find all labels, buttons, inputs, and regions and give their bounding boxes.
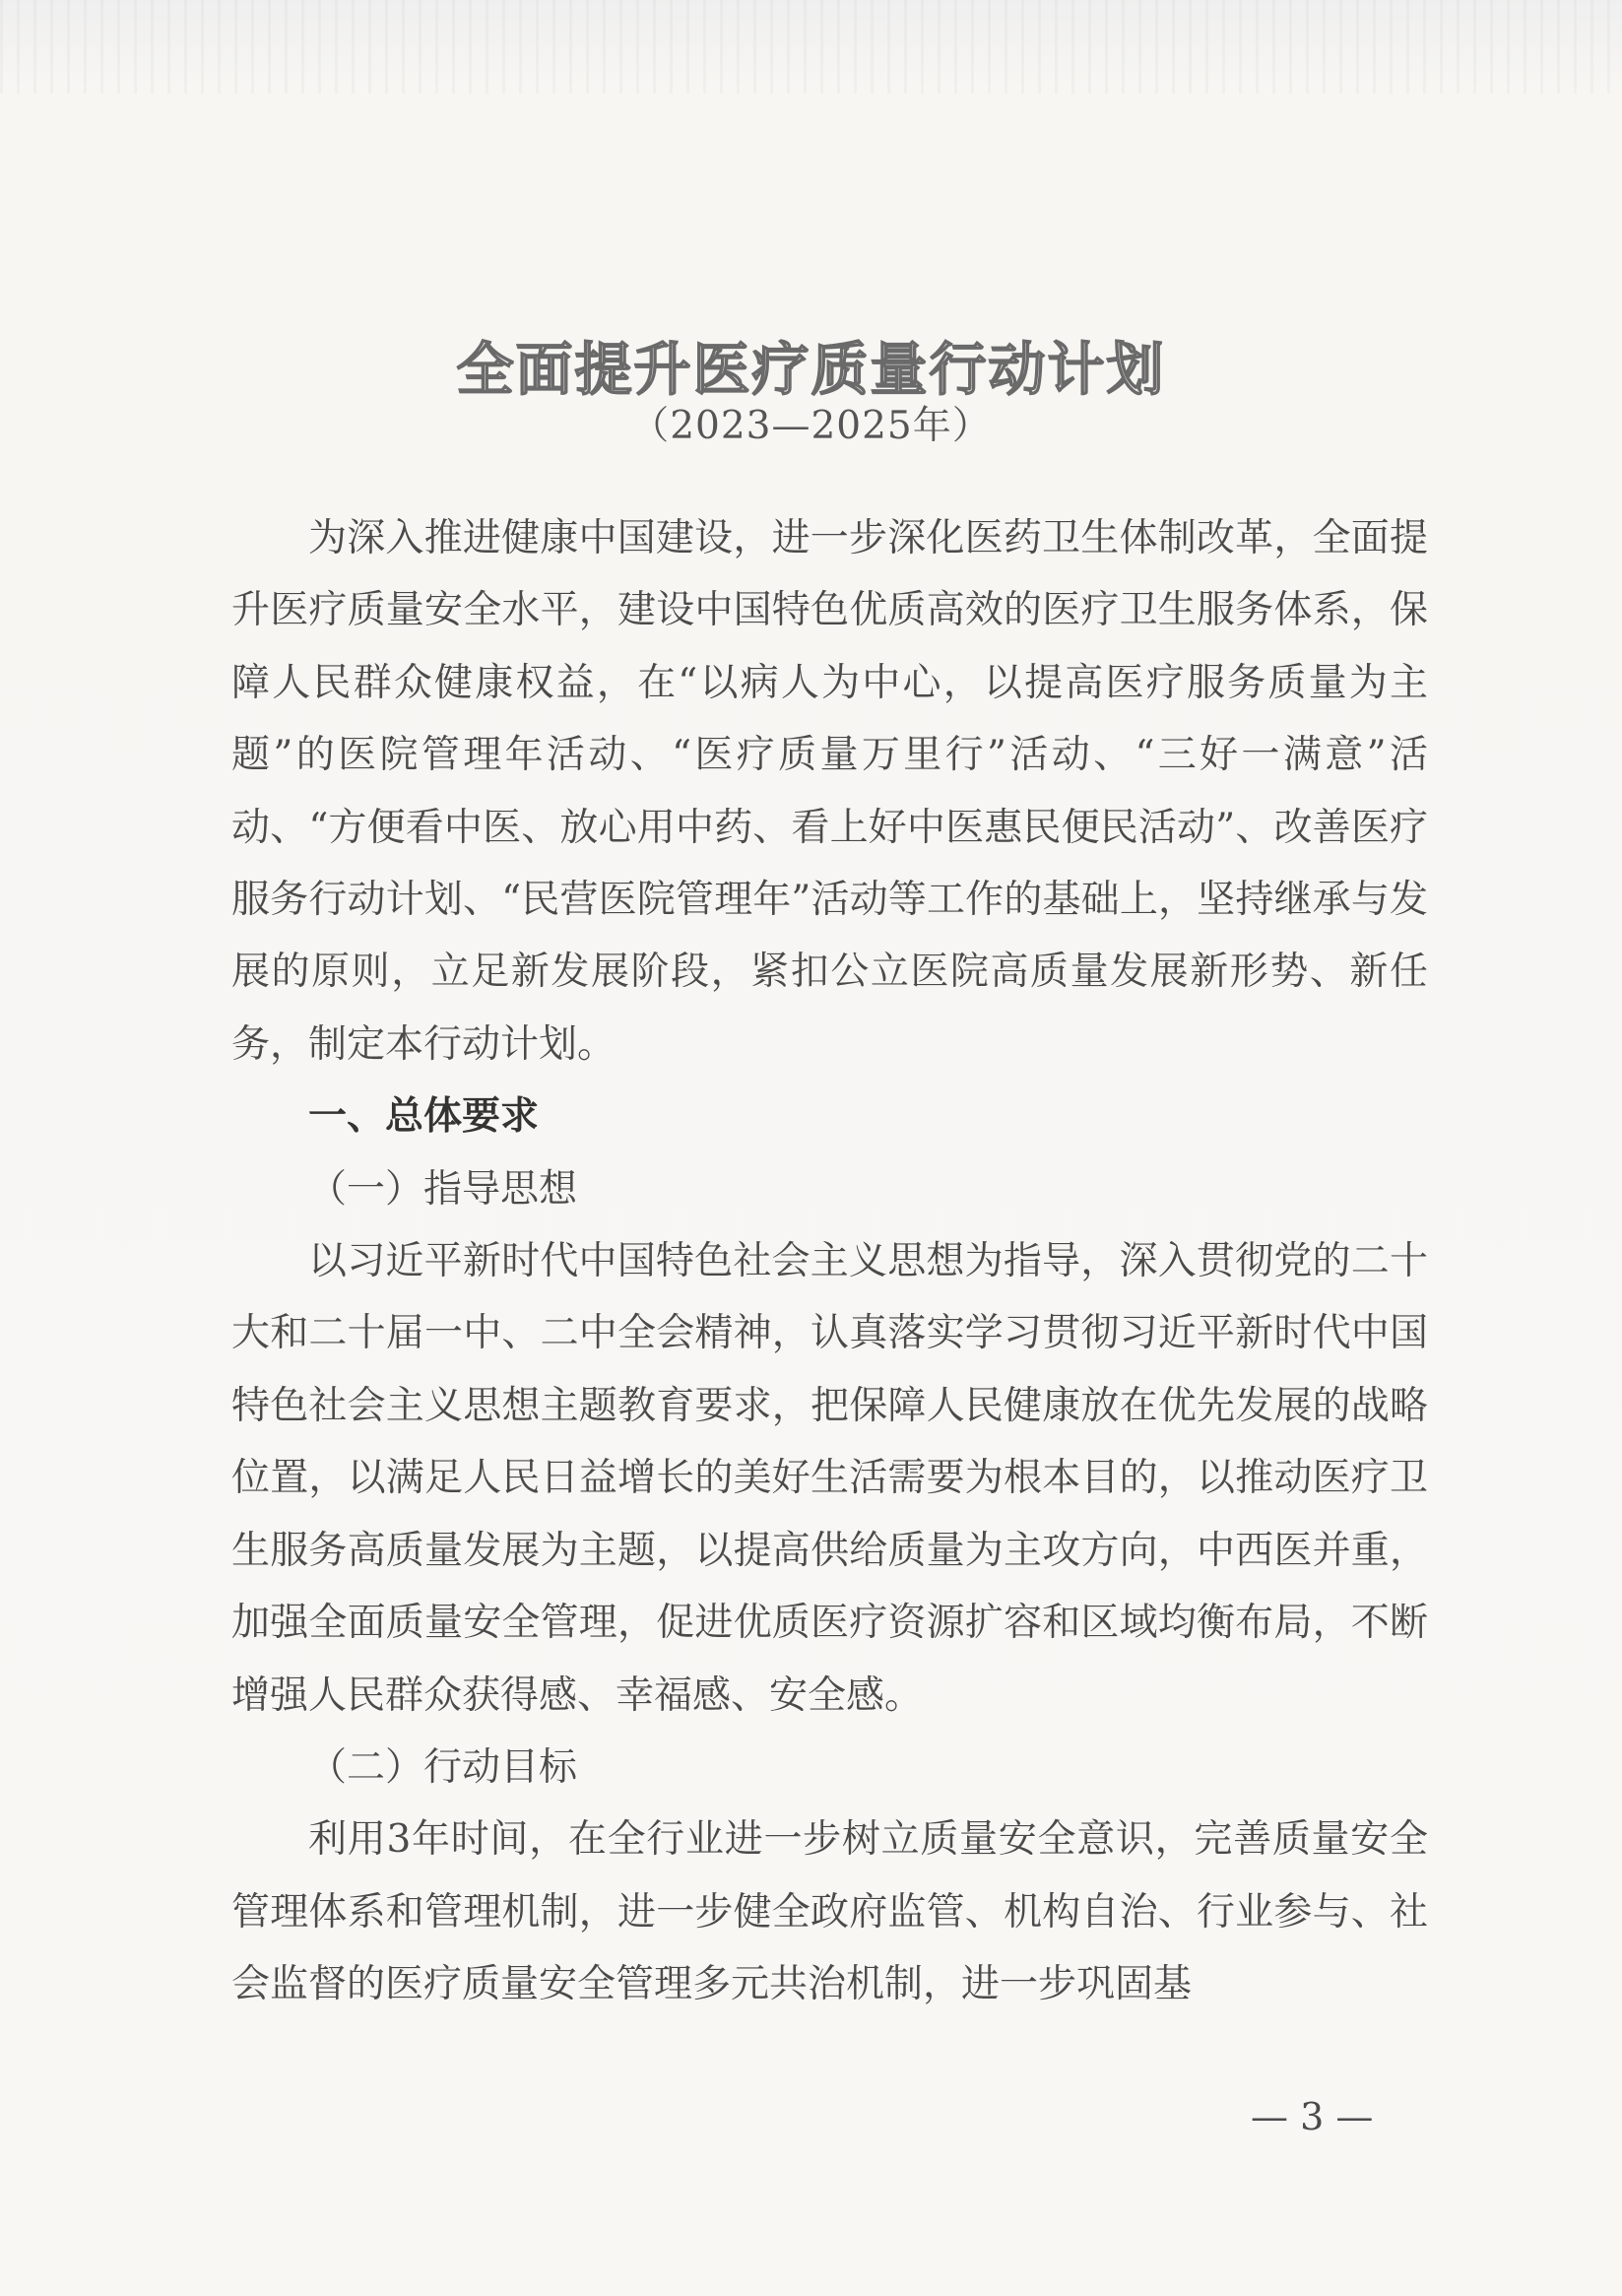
page-subtitle: （2023—2025年）	[630, 404, 992, 448]
action-goals-paragraph: 利用3年时间，在全行业进一步树立质量安全意识，完善质量安全管理体系和管理机制，进一步健全政府监管、机构自治、行业参与、社会监督的医疗质量安全管理多元共治机制，进一步巩固基	[231, 1817, 1428, 2007]
document-body	[231, 502, 1428, 2021]
section-heading-overall-requirements: 一、总体要求	[308, 1093, 540, 1140]
intro-paragraph: 为深入推进健康中国建设，进一步深化医药卫生体制改革，全面提升医疗质量安全水平，建设中国特色优质高效的医疗卫生服务体系，保障人民群众健康权益，在“以病人为中心，以提高医疗服务质量为主题”的医院管理年活动、“医疗质量万里行”活动、“三好一满意”活动、“方便看中医、放心用中药、看上好中医惠民便民活动”、改善医疗服务行动计划、“民营医院管理年”活动等工作的基础上，坚持继承与发展的原则，立足新发展阶段，紧扣公立医院高质量发展新形势、新任务，制定本行动计划。	[231, 516, 1428, 1067]
page-title: 全面提升医疗质量行动计划	[456, 336, 1166, 403]
scan-artifact-strip	[0, 0, 1622, 94]
page-number: — 3 —	[1251, 2095, 1374, 2138]
subsection-heading-guiding-ideology: （一）指导思想	[308, 1166, 578, 1212]
subsection-heading-action-goals: （二）行动目标	[308, 1744, 578, 1790]
guiding-ideology-paragraph: 以习近平新时代中国特色社会主义思想为指导，深入贯彻党的二十大和二十届一中、二中全会精神，认真落实学习贯彻习近平新时代中国特色社会主义思想主题教育要求，把保障人民健康放在优先发展的战略位置，以满足人民日益增长的美好生活需要为根本目的，以推动医疗卫生服务高质量发展为主题，以提高供给质量为主攻方向，中西医并重，加强全面质量安全管理，促进优质医疗资源扩容和区域均衡布局，不断增强人民群众获得感、幸福感、安全感。	[231, 1239, 1428, 1718]
